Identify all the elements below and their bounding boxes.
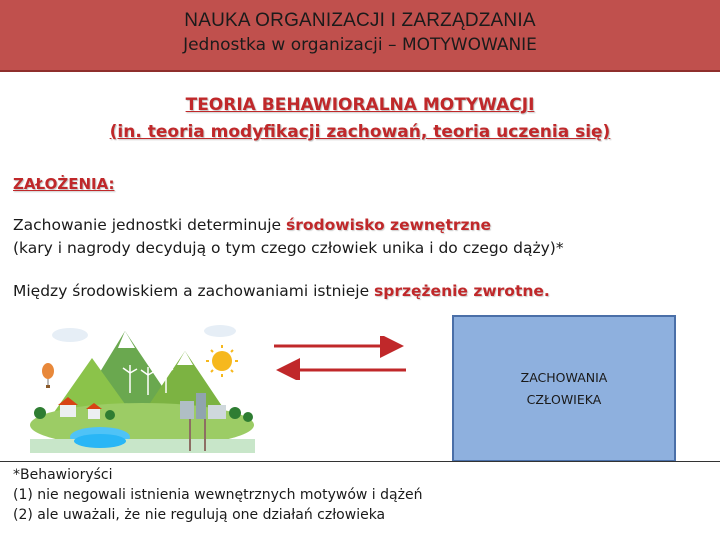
header-subtitle: Jednostka w organizacji – MOTYWOWANIE: [183, 35, 537, 55]
feedback-arrows-icon: [270, 336, 410, 380]
paragraph1-line2: (kary i nagrody decydują o tym czego człowiek unika i do czego dąży)*: [13, 239, 564, 257]
paragraph-feedback: [13, 280, 550, 303]
paragraph1-prefix: Zachowanie jednostki determinuje: [13, 216, 286, 234]
theory-title: TEORIA BEHAWIORALNA MOTYWACJI: [185, 95, 535, 115]
paragraph1-highlight: środowisko zewnętrzne: [285, 216, 492, 234]
footnote: [13, 465, 422, 525]
behavior-box-line1: ZACHOWANIA: [520, 369, 608, 385]
paragraph2-prefix: Między środowiskiem a zachowaniami istnieje: [13, 282, 375, 300]
human-behavior-box: [452, 315, 676, 462]
assumptions-label: ZAŁOŻENIA:: [13, 175, 115, 193]
environment-landscape-icon: [30, 313, 255, 453]
behavior-box-line2: CZŁOWIEKA: [526, 391, 602, 407]
footnote-divider: [0, 461, 720, 462]
footnote-line2: (1) nie negowali istnienia wewnętrznych motywów i dążeń: [13, 487, 423, 503]
theory-subtitle: (in. teoria modyfikacji zachowań, teoria uczenia się): [109, 122, 611, 142]
slide-header: [0, 0, 720, 72]
footnote-line1: *Behawioryści: [13, 467, 113, 483]
theory-heading: [0, 92, 720, 146]
header-title: NAUKA ORGANIZACJI I ZARZĄDZANIA: [184, 10, 536, 31]
footnote-line3: (2) ale uważali, że nie regulują one działań człowieka: [13, 507, 386, 523]
paragraph-environment: [13, 214, 564, 260]
paragraph2-highlight: sprzężenie zwrotne.: [374, 282, 550, 300]
